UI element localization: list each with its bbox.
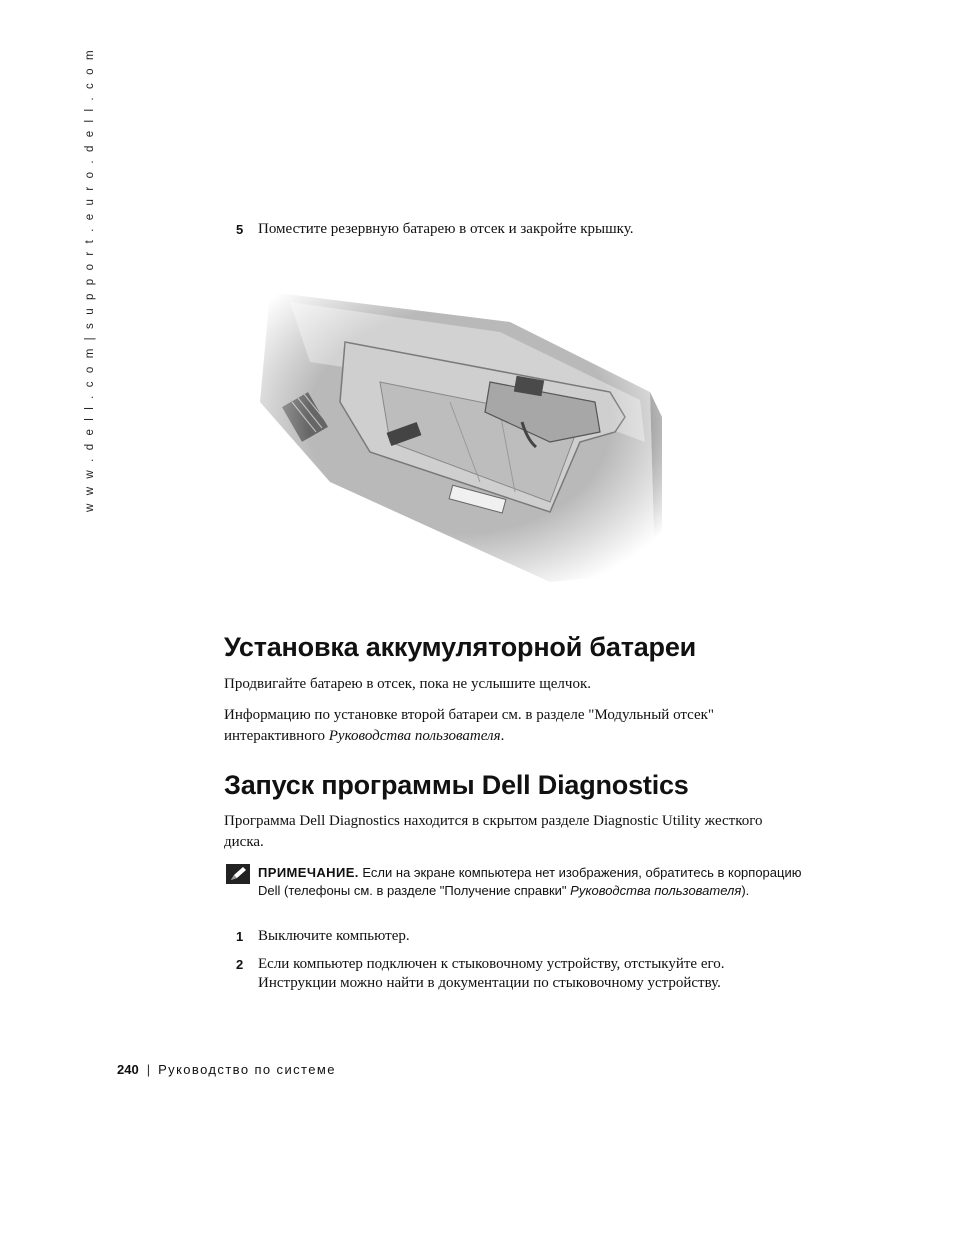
note-block: ПРИМЕЧАНИЕ. Если на экране компьютера нет изображения, обратитесь в корпорацию Dell (телефоны см. в разделе "Получение справки" Руководства пользователя). <box>258 865 802 898</box>
step-2-number: 2 <box>236 957 244 972</box>
step-5-number: 5 <box>236 222 244 237</box>
user-guide-reference: Руководства пользователя <box>328 728 501 744</box>
section-heading-diagnostics: Запуск программы Dell Diagnostics <box>224 770 689 800</box>
note-label: ПРИМЕЧАНИЕ. <box>258 865 359 880</box>
note-pencil-icon <box>226 864 250 884</box>
page-footer <box>117 1062 336 1077</box>
sidebar-url: w w w . d e l l . c o m | s u p p o r t . e u r o . d e l l . c o m <box>84 47 96 512</box>
footer-title: Руководство по системе <box>158 1062 336 1077</box>
step-1-text: Выключите компьютер. <box>258 928 410 944</box>
step-2-text: Если компьютер подключен к стыковочному устройству, отстыкуйте его. Инструкции можно найти в документации по стыковочному устройству. <box>258 956 725 991</box>
step-5-text: Поместите резервную батарею в отсек и закройте крышку. <box>258 221 634 237</box>
section-heading-battery: Установка аккумуляторной батареи <box>224 632 697 662</box>
battery-install-paragraph: Продвигайте батарею в отсек, пока не услышите щелчок. <box>224 676 591 692</box>
diagnostics-paragraph: Программа Dell Diagnostics находится в скрытом разделе Diagnostic Utility жесткого диска. <box>224 813 763 850</box>
step-1-number: 1 <box>236 929 244 944</box>
second-battery-paragraph: Информацию по установке второй батареи см. в разделе "Модульный отсек" интерактивного Руководства пользователя. <box>224 707 715 744</box>
battery-bay-illustration <box>250 282 670 592</box>
footer-separator: | <box>146 1062 151 1077</box>
user-guide-reference-note: Руководства пользователя <box>570 883 742 898</box>
page-number: 240 <box>117 1062 139 1077</box>
